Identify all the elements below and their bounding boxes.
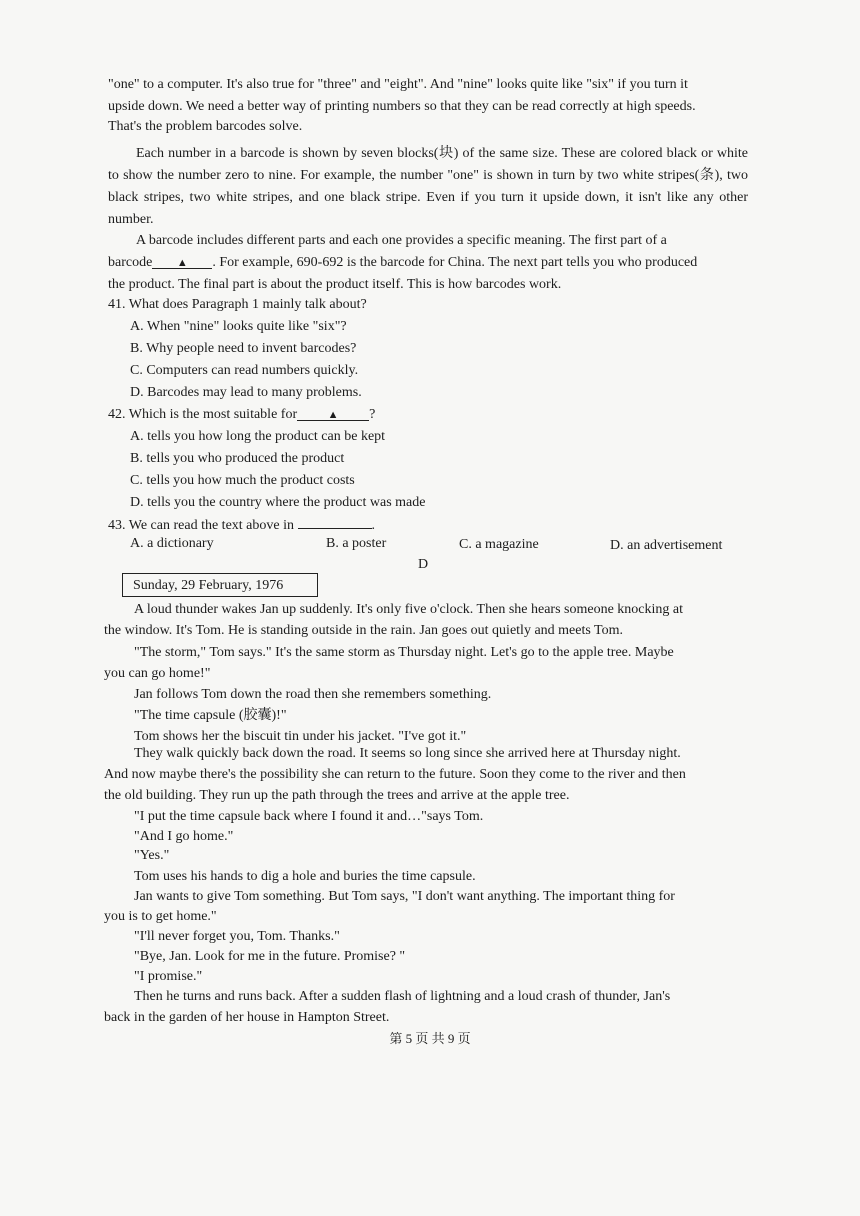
story-line-10: the old building. They run up the path through the trees and arrive at the apple tree. bbox=[104, 788, 570, 803]
q43-option-d[interactable]: D. an advertisement bbox=[610, 538, 723, 553]
story-line-2: the window. It's Tom. He is standing outside in the rain. Jan goes out quietly and meets Tom. bbox=[104, 623, 624, 638]
para2 bbox=[108, 143, 748, 231]
q43-blank[interactable] bbox=[298, 513, 372, 529]
q41-option-b[interactable]: B. Why people need to invent barcodes? bbox=[130, 341, 357, 356]
para3-line1: A barcode includes different parts and each one provides a specific meaning. The first part of a bbox=[136, 233, 667, 248]
q42-stem: 42. Which is the most suitable for bbox=[108, 407, 298, 422]
story-line-16: you is to get home." bbox=[104, 909, 217, 924]
para1-line2: upside down. We need a better way of printing numbers so that they can be read correctly at high speeds. bbox=[108, 99, 696, 114]
q43-stem: 43. We can read the text above in bbox=[108, 518, 294, 533]
story-line-4: you can go home!" bbox=[104, 666, 211, 681]
para3-pre: barcode bbox=[108, 255, 153, 270]
q42-end: ? bbox=[369, 407, 376, 422]
story-line-6: "The time capsule (胶囊)!" bbox=[134, 708, 287, 723]
question-42 bbox=[108, 405, 375, 425]
story-line-13: "Yes." bbox=[134, 848, 170, 863]
story-line-12: "And I go home." bbox=[134, 829, 234, 844]
q42-option-a[interactable]: A. tells you how long the product can be kept bbox=[130, 429, 386, 444]
q42-option-d[interactable]: D. tells you the country where the product was made bbox=[130, 495, 426, 510]
story-line-5: Jan follows Tom down the road then she remembers something. bbox=[134, 687, 492, 702]
story-line-15: Jan wants to give Tom something. But Tom says, "I don't want anything. The important thing for bbox=[134, 889, 675, 904]
story-line-9: And now maybe there's the possibility she can return to the future. Soon they come to the river and then bbox=[104, 767, 686, 782]
para1-line1: "one" to a computer. It's also true for "three" and "eight". And "nine" looks quite like "six" if you turn it bbox=[108, 77, 688, 92]
para3-line2 bbox=[108, 253, 697, 273]
story-line-1: A loud thunder wakes Jan up suddenly. It's only five o'clock. Then she hears someone knocking at bbox=[134, 602, 683, 617]
answer-blank[interactable] bbox=[152, 253, 212, 269]
para3-post: . For example, 690-692 is the barcode for China. The next part tells you who produced bbox=[212, 255, 698, 270]
question-41: 41. What does Paragraph 1 mainly talk about? bbox=[108, 297, 367, 312]
story-line-14: Tom uses his hands to dig a hole and buries the time capsule. bbox=[134, 869, 476, 884]
story-line-20: Then he turns and runs back. After a sudden flash of lightning and a loud crash of thunder, Jan's bbox=[134, 989, 671, 1004]
triangle-icon: ▲ bbox=[176, 257, 188, 269]
story-line-8: They walk quickly back down the road. It seems so long since she arrived here at Thursday night. bbox=[134, 746, 681, 761]
page-footer: 第 5 页 共 9 页 bbox=[389, 1031, 471, 1046]
para2-text: Each number in a barcode is shown by seven blocks(块) of the same size. These are colored black or white to show the number zero to nine. For example, the number "one" is shown in turn by two white stripes(条), two black stripes, two white stripes, and one black stripe. Even if you turn it upside down, it isn't like any other number. bbox=[108, 146, 748, 227]
para1-line3: That's the problem barcodes solve. bbox=[108, 119, 303, 134]
question-43 bbox=[108, 513, 375, 536]
q43-option-a[interactable]: A. a dictionary bbox=[130, 536, 214, 551]
story-line-18: "Bye, Jan. Look for me in the future. Promise? " bbox=[134, 949, 406, 964]
story-line-11: "I put the time capsule back where I found it and…"says Tom. bbox=[134, 809, 484, 824]
triangle-icon: ▲ bbox=[327, 409, 339, 421]
date-box: Sunday, 29 February, 1976 bbox=[122, 573, 318, 597]
q42-option-b[interactable]: B. tells you who produced the product bbox=[130, 451, 345, 466]
q41-option-d[interactable]: D. Barcodes may lead to many problems. bbox=[130, 385, 362, 400]
q43-option-b[interactable]: B. a poster bbox=[326, 536, 387, 551]
section-letter: D bbox=[418, 557, 429, 572]
q42-option-c[interactable]: C. tells you how much the product costs bbox=[130, 473, 355, 488]
story-line-19: "I promise." bbox=[134, 969, 203, 984]
q41-option-a[interactable]: A. When "nine" looks quite like "six"? bbox=[130, 319, 347, 334]
story-line-21: back in the garden of her house in Hampton Street. bbox=[104, 1010, 390, 1025]
q41-option-c[interactable]: C. Computers can read numbers quickly. bbox=[130, 363, 359, 378]
q42-blank[interactable] bbox=[297, 405, 369, 421]
q43-option-c[interactable]: C. a magazine bbox=[459, 537, 539, 552]
q43-end: . bbox=[371, 518, 375, 533]
story-line-3: "The storm," Tom says." It's the same storm as Thursday night. Let's go to the apple tree. Maybe bbox=[134, 645, 674, 660]
story-line-7: Tom shows her the biscuit tin under his jacket. "I've got it." bbox=[134, 729, 467, 744]
story-line-17: "I'll never forget you, Tom. Thanks." bbox=[134, 929, 340, 944]
para3-line3: the product. The final part is about the product itself. This is how barcodes work. bbox=[108, 277, 562, 292]
